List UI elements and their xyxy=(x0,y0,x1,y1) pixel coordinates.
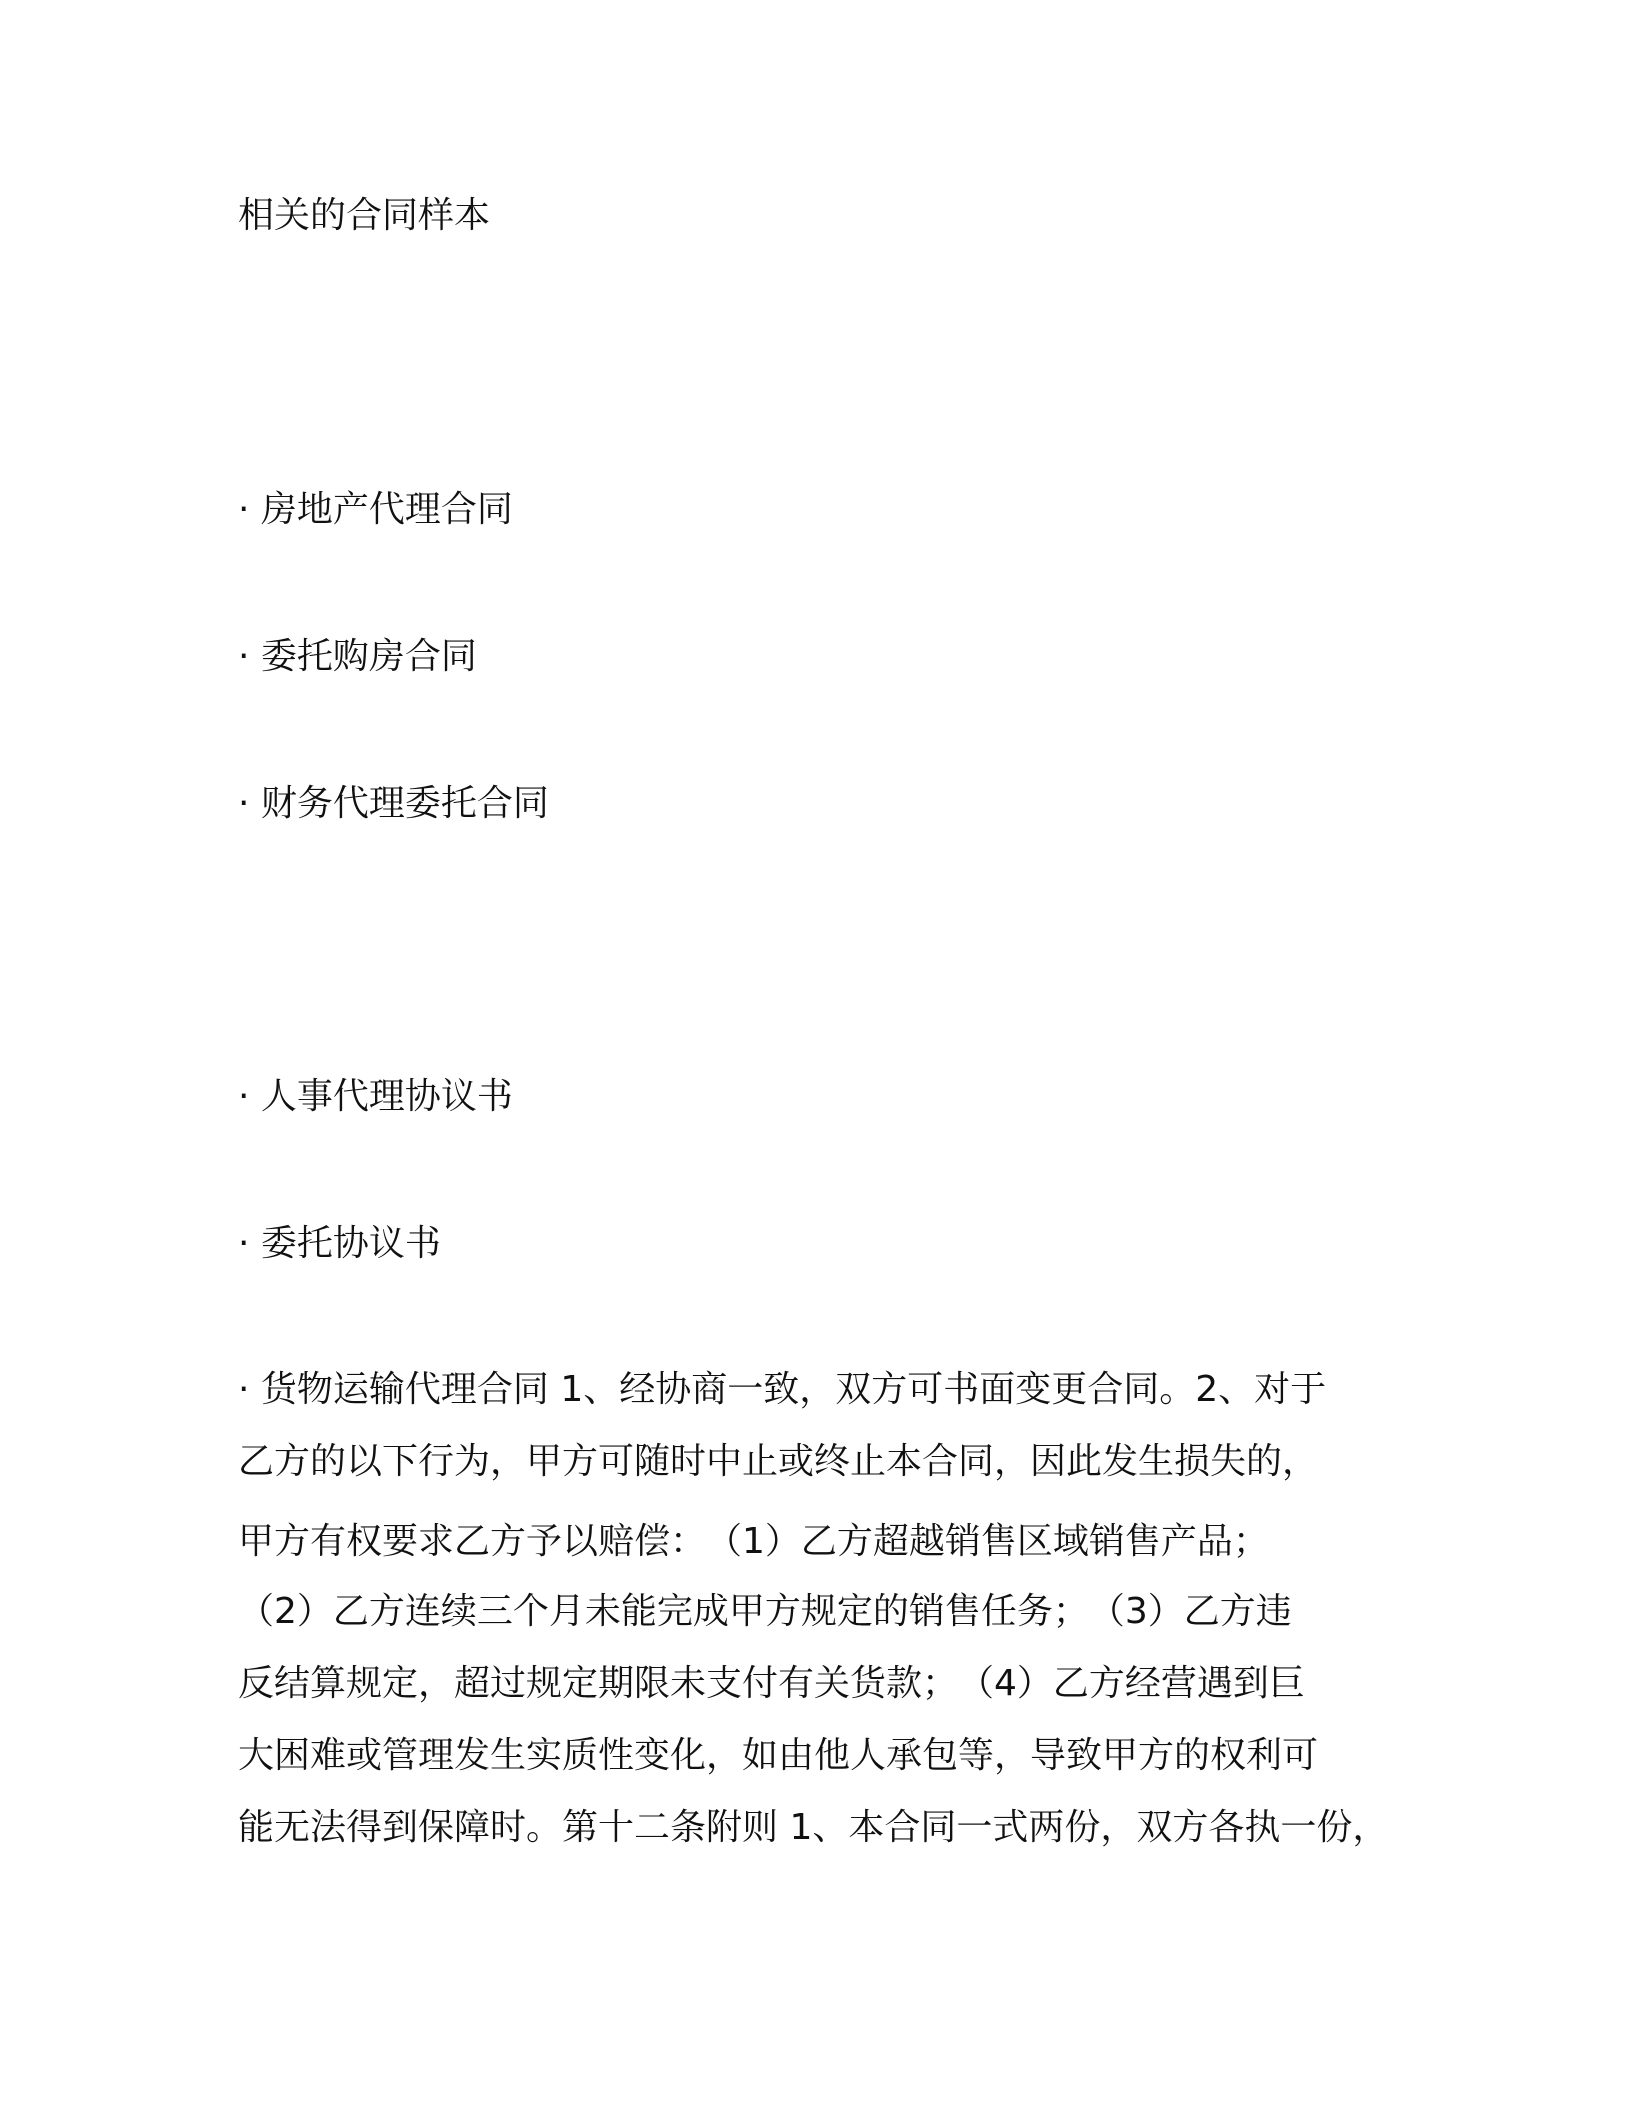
body-line: · 货物运输代理合同 1、经协商一致，双方可书面变更合同。2、对于 xyxy=(238,1369,1327,1410)
body-line: 乙方的以下行为，甲方可随时中止或终止本合同，因此发生损失的， xyxy=(238,1441,1319,1482)
list-item-real-estate-agency: · 房地产代理合同 xyxy=(238,489,513,530)
body-line: 反结算规定，超过规定期限未支付有关货款； （4）乙方经营遇到巨 xyxy=(238,1663,1305,1704)
contract-body-text xyxy=(238,1368,1418,1878)
list-item-house-purchase-commission: · 委托购房合同 xyxy=(238,636,477,677)
list-item-personnel-agency: · 人事代理协议书 xyxy=(238,1076,513,1117)
body-line: 能无法得到保障时。第十二条附则 1、本合同一式两份，双方各执一份， xyxy=(238,1807,1389,1848)
list-item-financial-agency: · 财务代理委托合同 xyxy=(238,783,549,824)
body-line: 甲方有权要求乙方予以赔偿： （1）乙方超越销售区域销售产品； xyxy=(238,1521,1269,1562)
body-line: （2）乙方连续三个月未能完成甲方规定的销售任务； （3）乙方违 xyxy=(238,1591,1292,1632)
document-title: 相关的合同样本 xyxy=(238,195,491,236)
body-line: 大困难或管理发生实质性变化，如由他人承包等，导致甲方的权利可 xyxy=(238,1735,1319,1776)
list-item-commission-agreement: · 委托协议书 xyxy=(238,1223,441,1264)
